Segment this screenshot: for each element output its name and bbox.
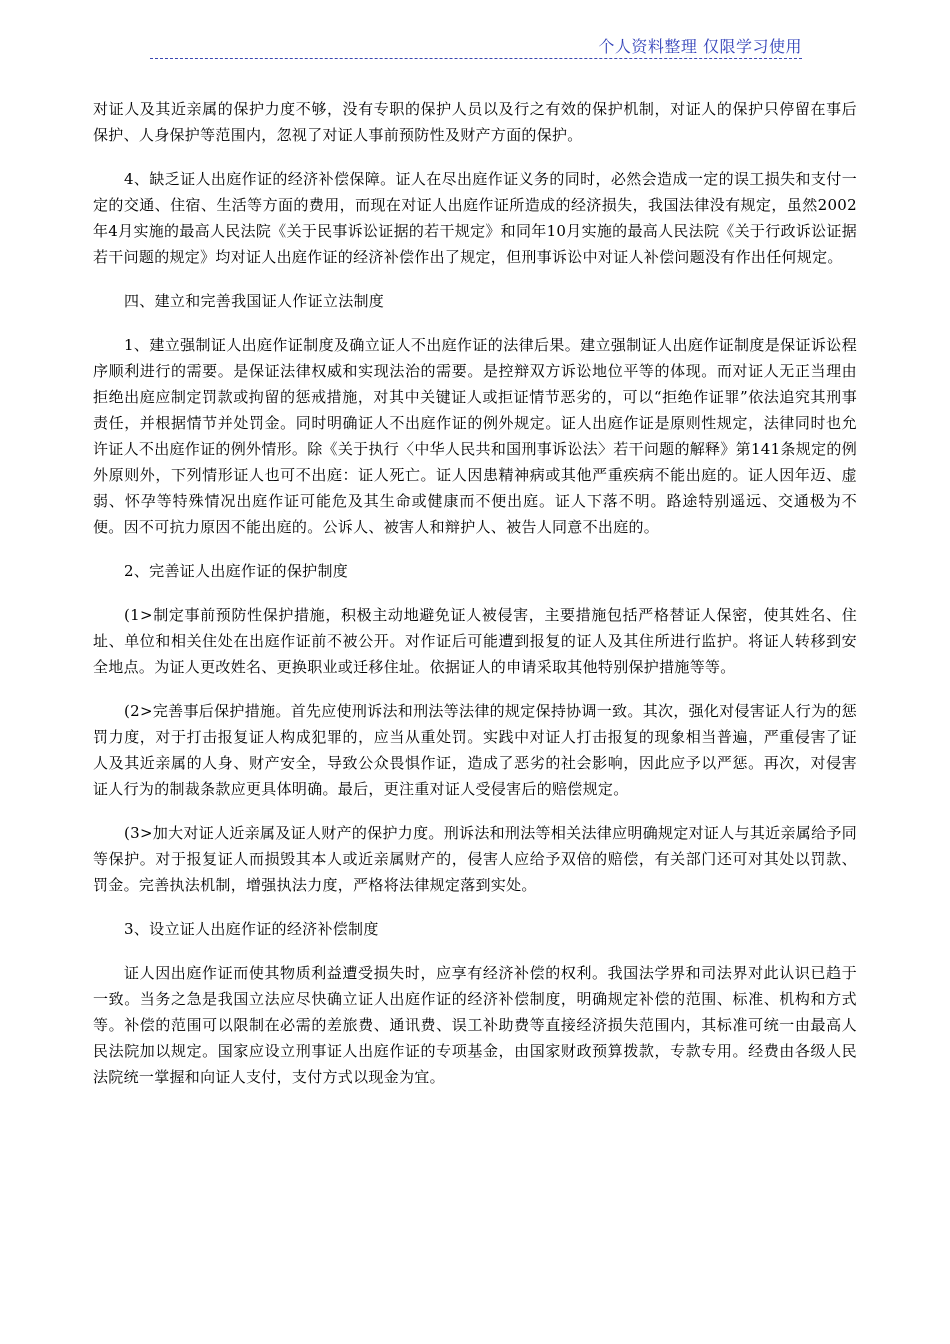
page-header: [150, 36, 802, 59]
subheading-protection-system: 2、完善证人出庭作证的保护制度: [124, 562, 349, 580]
subheading-compensation-system: 3、设立证人出庭作证的经济补偿制度: [124, 920, 379, 938]
paragraph-compulsory-testimony: 1、建立强制证人出庭作证制度及确立证人不出庭作证的法律后果。建立强制证人出庭作证制度是保证诉讼程序顺利进行的需要。是保证法律权威和实现法治的需要。是控辩双方诉讼地位平等的体现。而对证人无正当理由拒绝出庭应制定罚款或拘留的惩戒措施，对其中关键证人或拒证情节恶劣的，可以“拒绝作证罪”依法追究其刑事责任，并根据情节并处罚金。同时明确证人不出庭作证的例外规定。证人出庭作证是原则性规定，法律同时也允许证人不出庭作证的例外情形。除《关于执行〈中华人民共和国刑事诉讼法〉若干问题的解释》第141条规定的例外原则外，下列情形证人也可不出庭：证人死亡。证人因患精神病或其他严重疾病不能出庭的。证人因年迈、虚弱、怀孕等特殊情况出庭作证可能危及其生命或健康而不便出庭。证人下落不明。路途特别遥远、交通极为不便。因不可抗力原因不能出庭的。公诉人、被害人和辩护人、被告人同意不出庭的。: [93, 336, 857, 536]
paragraph-post-protection: (2>完善事后保护措施。首先应使刑诉法和刑法等法律的规定保持协调一致。其次，强化对侵害证人行为的惩罚力度，对于打击报复证人构成犯罪的，应当从重处罚。实践中对证人打击报复的现象相当普遍，严重侵害了证人及其近亲属的人身、财产安全，导致公众畏惧作证，造成了恶劣的社会影响，因此应予以严惩。再次，对侵害证人行为的制裁条款应更具体明确。最后，更注重对证人受侵害后的赔偿规定。: [93, 702, 857, 798]
paragraph-preventive-measures: (1>制定事前预防性保护措施，积极主动地避免证人被侵害，主要措施包括严格替证人保密，使其姓名、住址、单位和相关住处在出庭作证前不被公开。对作证后可能遭到报复的证人及其住所进行监护。将证人转移到安全地点。为证人更改姓名、更换职业或迁移住址。依据证人的申请采取其他特别保护措施等等。: [93, 606, 857, 676]
paragraph-economic-compensation-issue: 4、缺乏证人出庭作证的经济补偿保障。证人在尽出庭作证义务的同时，必然会造成一定的误工损失和支付一定的交通、住宿、生活等方面的费用，而现在对证人出庭作证所造成的经济损失，我国法律没有规定，虽然2002年4月实施的最高人民法院《关于民事诉讼证据的若干规定》和同年10月实施的最高人民法院《关于行政诉讼证据若干问题的规定》均对证人出庭作证的经济补偿作出了规定，但刑事诉讼中对证人补偿问题没有作出任何规定。: [93, 170, 857, 266]
paragraph-relatives-property: (3>加大对证人近亲属及证人财产的保护力度。刑诉法和刑法等相关法律应明确规定对证人与其近亲属给予同等保护。对于报复证人而损毁其本人或近亲属财产的，侵害人应给予双倍的赔偿，有关部门还可对其处以罚款、罚金。完善执法机制，增强执法力度，严格将法律规定落到实处。: [93, 824, 857, 894]
paragraph-continuation: 对证人及其近亲属的保护力度不够，没有专职的保护人员以及行之有效的保护机制，对证人的保护只停留在事后保护、人身保护等范围内，忽视了对证人事前预防性及财产方面的保护。: [93, 100, 857, 144]
header-text: 个人资料整理 仅限学习使用: [598, 37, 802, 56]
paragraph-compensation-details: 证人因出庭作证而使其物质利益遭受损失时，应享有经济补偿的权利。我国法学界和司法界对此认识已趋于一致。当务之急是我国立法应尽快确立证人出庭作证的经济补偿制度，明确规定补偿的范围、标准、机构和方式等。补偿的范围可以限制在必需的差旅费、通讯费、误工补助费等直接经济损失范围内，其标准可统一由最高人民法院加以规定。国家应设立刑事证人出庭作证的专项基金，由国家财政预算拨款，专款专用。经费由各级人民法院统一掌握和向证人支付，支付方式以现金为宜。: [93, 964, 857, 1086]
section-heading-four: 四、建立和完善我国证人作证立法制度: [124, 292, 385, 310]
document-body: [93, 96, 857, 1090]
